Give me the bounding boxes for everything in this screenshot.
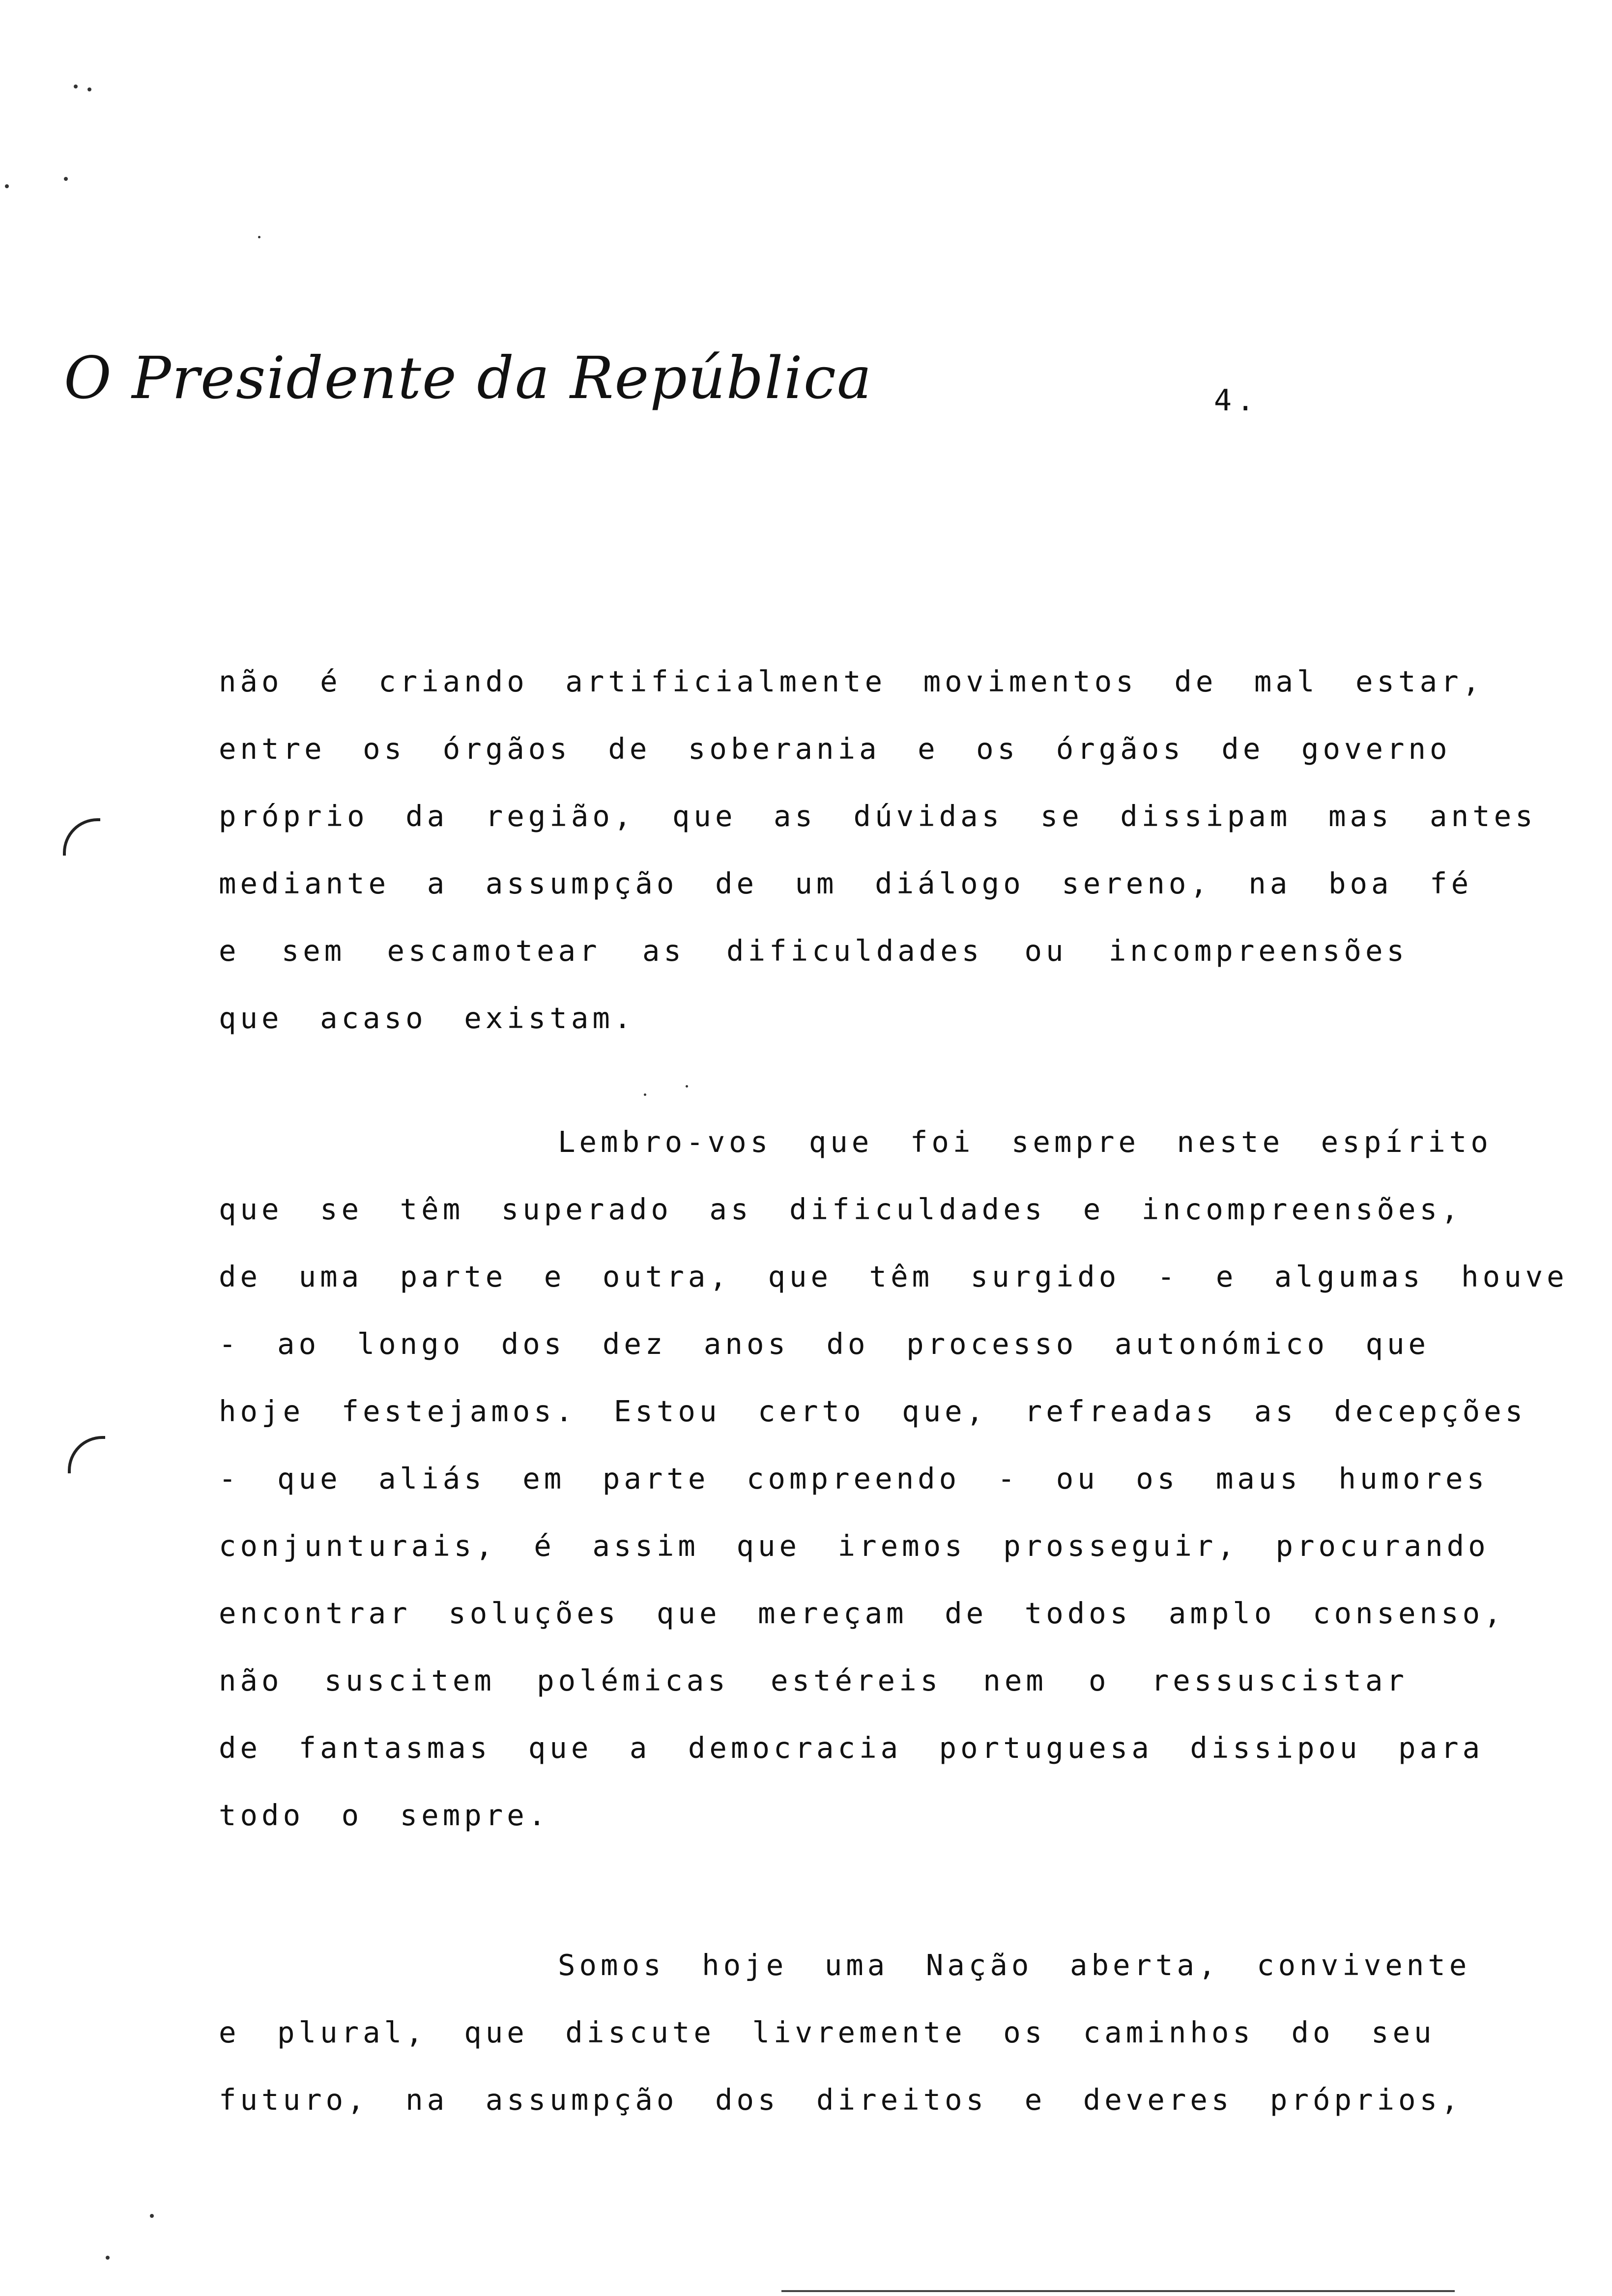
text-line: de uma parte e outra, que têm surgido - e algumas houve	[219, 1260, 1568, 1293]
text-line: - que aliás em parte compreendo - ou os maus humores	[219, 1462, 1489, 1495]
text-line: e sem escamotear as dificuldades ou incompreensões	[219, 934, 1408, 968]
scan-speck	[150, 2214, 154, 2218]
text-line: mediante a assumpção de um diálogo sereno, na boa fé	[219, 866, 1473, 900]
text-line: próprio da região, que as dúvidas se dissipam mas antes	[219, 799, 1537, 833]
scan-speck	[74, 85, 78, 88]
page-bottom-rule	[781, 2290, 1455, 2292]
scan-speck	[106, 2256, 110, 2260]
text-line: Lembro-vos que foi sempre neste espírito	[558, 1125, 1492, 1159]
text-line: não suscitem polémicas estéreis nem o ressuscistar	[219, 1664, 1408, 1697]
scan-speck	[64, 177, 68, 181]
text-line: futuro, na assumpção dos direitos e deveres próprios,	[219, 2083, 1463, 2117]
text-line: entre os órgãos de soberania e os órgãos de governo	[219, 732, 1451, 766]
scan-speck	[686, 1085, 688, 1088]
text-line: conjunturais, é assim que iremos prosseguir, procurando	[219, 1529, 1490, 1563]
text-line: todo o sempre.	[219, 1798, 550, 1832]
body-paragraph-1	[219, 648, 1537, 1052]
scan-speck	[5, 184, 9, 188]
text-line: que acaso existam.	[219, 1001, 635, 1035]
margin-bracket-mark	[63, 818, 100, 856]
text-line: e plural, que discute livremente os caminhos do seu	[219, 2015, 1436, 2049]
margin-bracket-mark	[68, 1436, 105, 1473]
text-line: de fantasmas que a democracia portuguesa dissipou para	[219, 1731, 1484, 1765]
letterhead-title: O Presidente da República	[64, 344, 873, 412]
text-line: hoje festejamos. Estou certo que, refreadas as decepções	[219, 1394, 1527, 1428]
scan-speck	[644, 1093, 646, 1096]
text-line: encontrar soluções que mereçam de todos amplo consenso,	[219, 1596, 1505, 1630]
text-line: que se têm superado as dificuldades e incompreensões,	[219, 1192, 1463, 1226]
scan-speck	[87, 87, 91, 91]
page-number: 4.	[1214, 383, 1260, 418]
text-line: Somos hoje uma Nação aberta, convivente	[558, 1948, 1471, 1982]
text-line: - ao longo dos dez anos do processo autonómico que	[219, 1327, 1430, 1361]
scan-speck	[258, 236, 260, 238]
body-paragraph-3	[219, 1931, 1471, 2133]
body-paragraph-2	[219, 1108, 1568, 1849]
text-line: não é criando artificialmente movimentos de mal estar,	[219, 664, 1484, 698]
